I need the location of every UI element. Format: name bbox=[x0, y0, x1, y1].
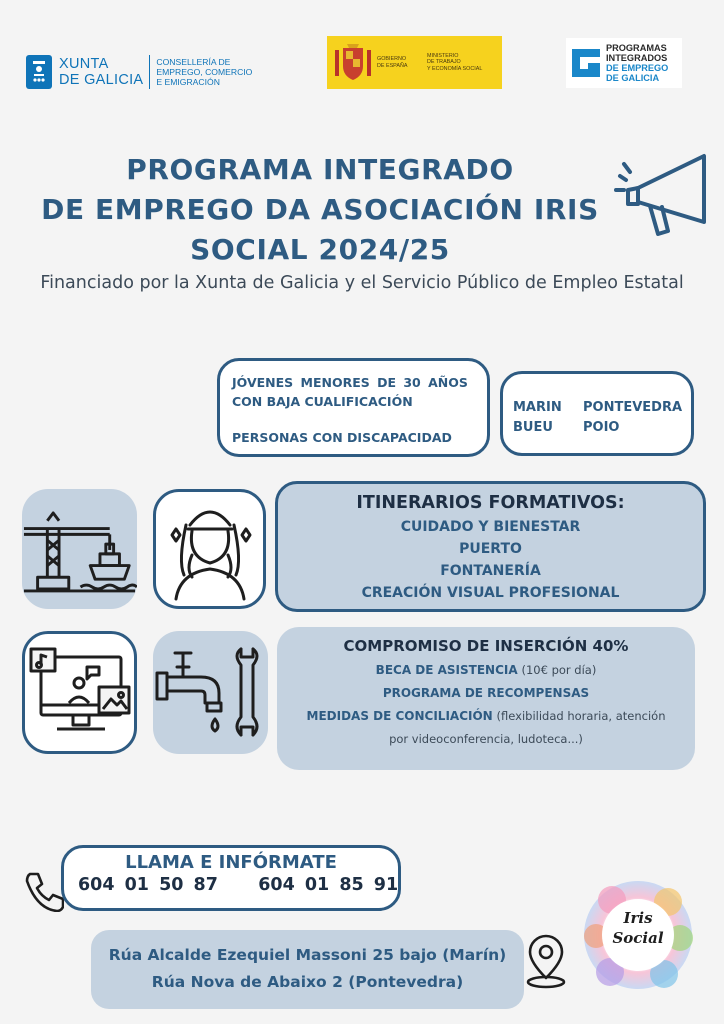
address-box bbox=[91, 930, 524, 1009]
phone-number[interactable]: 604 01 85 91 bbox=[258, 875, 399, 895]
grant-label: BECA DE ASISTENCIA bbox=[375, 663, 518, 677]
ministry-line: MINISTERIO bbox=[427, 52, 459, 59]
title-line: PROGRAMA INTEGRADO bbox=[126, 153, 514, 186]
itinerary-item: PUERTO bbox=[459, 541, 522, 557]
target-line: CON BAJA CUALIFICACIÓN bbox=[232, 394, 413, 409]
itinerary-item: FONTANERÍA bbox=[440, 563, 541, 579]
conciliation-line bbox=[277, 705, 695, 728]
xunta-name-line: XUNTA bbox=[59, 56, 109, 72]
xunta-dept-line: E EMIGRACIÓN bbox=[156, 77, 220, 87]
target-groups-box bbox=[217, 358, 490, 457]
subtitle: Financiado por la Xunta de Galicia y el Servicio Público de Empleo Estatal bbox=[40, 273, 684, 293]
plumbing-icon-card bbox=[153, 631, 268, 754]
target-line: JÓVENES MENORES DE 30 AÑOS bbox=[232, 375, 468, 390]
ministry-line: Y ECONOMÍA SOCIAL bbox=[427, 65, 483, 72]
visual-design-monitor-icon bbox=[27, 647, 133, 739]
xunta-dept-line: CONSELLERÍA DE bbox=[156, 57, 231, 67]
xunta-emblem-icon bbox=[26, 55, 52, 89]
title-line: SOCIAL 2024/25 bbox=[190, 233, 450, 266]
contact-title: LLAMA E INFÓRMATE bbox=[125, 852, 337, 873]
gov-line: GOBIERNO bbox=[377, 56, 407, 63]
care-icon-card bbox=[153, 489, 266, 609]
itinerary-item: CUIDADO Y BIENESTAR bbox=[400, 519, 581, 535]
port-crane-ship-icon bbox=[22, 500, 137, 598]
xunta-department bbox=[156, 57, 252, 87]
iris-social-logo-text bbox=[582, 908, 694, 948]
programas-line: DE EMPREGO bbox=[606, 63, 669, 73]
gobierno-text bbox=[377, 56, 421, 69]
phone-number[interactable]: 604 01 50 87 bbox=[78, 875, 218, 895]
city-label: PONTEVEDRA bbox=[583, 400, 683, 415]
address-line: Rúa Alcalde Ezequiel Massoni 25 bajo (Marín) bbox=[108, 946, 507, 964]
address-line: Rúa Nova de Abaixo 2 (Pontevedra) bbox=[151, 973, 464, 991]
conciliation-label: MEDIDAS DE CONCILIACIÓN bbox=[306, 709, 493, 723]
xunta-name bbox=[59, 56, 143, 88]
itineraries-title: ITINERARIOS FORMATIVOS: bbox=[356, 493, 625, 513]
commitment-title: COMPROMISO DE INSERCIÓN 40% bbox=[343, 637, 629, 655]
target-line: PERSONAS CON DISCAPACIDAD bbox=[232, 430, 452, 445]
rewards-line bbox=[277, 682, 695, 705]
programas-line: INTEGRADOS bbox=[606, 53, 668, 63]
megaphone-icon bbox=[610, 150, 722, 242]
city-label: MARIN bbox=[513, 400, 562, 415]
plumbing-faucet-wrench-icon bbox=[155, 643, 267, 743]
grant-note: (10€ por día) bbox=[521, 663, 597, 677]
programas-integrados-logo bbox=[566, 38, 682, 88]
iris-logo-line: Iris bbox=[623, 909, 653, 927]
itineraries-box bbox=[275, 481, 706, 612]
title-line: DE EMPREGO DA ASOCIACIÓN IRIS bbox=[41, 193, 599, 226]
itinerary-item: CREACIÓN VISUAL PROFESIONAL bbox=[361, 585, 620, 601]
xunta-dept-line: EMPREGO, COMERCIO bbox=[156, 67, 253, 77]
page-title bbox=[0, 150, 640, 270]
rewards-label: PROGRAMA DE RECOMPENSAS bbox=[382, 686, 590, 700]
contact-box bbox=[61, 845, 401, 911]
programas-mark-icon bbox=[570, 47, 602, 79]
phone-icon bbox=[22, 870, 64, 912]
programas-line: PROGRAMAS bbox=[606, 43, 667, 53]
conciliation-line-2 bbox=[277, 728, 695, 751]
phone-numbers bbox=[78, 875, 399, 895]
location-pin-icon bbox=[524, 934, 568, 990]
gov-line: DE ESPAÑA bbox=[377, 62, 408, 69]
port-icon-card bbox=[22, 489, 137, 609]
gobierno-espana-logo bbox=[327, 36, 502, 89]
cities-box bbox=[500, 371, 694, 456]
xunta-galicia-logo bbox=[26, 52, 272, 92]
ministry-line: DE TRABAJO bbox=[427, 59, 461, 66]
programas-line: DE GALICIA bbox=[606, 73, 660, 83]
city-label: POIO bbox=[583, 420, 620, 435]
grant-line bbox=[277, 659, 695, 682]
conciliation-note: por videoconferencia, ludoteca...) bbox=[389, 732, 583, 746]
xunta-divider bbox=[149, 55, 150, 89]
commitment-box bbox=[277, 627, 695, 770]
programas-text bbox=[606, 43, 668, 83]
xunta-name-line: DE GALICIA bbox=[59, 72, 144, 88]
city-label: BUEU bbox=[513, 420, 553, 435]
visual-icon-card bbox=[22, 631, 137, 754]
care-person-icon bbox=[162, 495, 258, 603]
ministry-text bbox=[427, 53, 497, 72]
spain-coat-of-arms-icon bbox=[333, 42, 373, 84]
conciliation-note: (flexibilidad horaria, atención bbox=[496, 709, 666, 723]
iris-logo-line: Social bbox=[612, 929, 664, 947]
